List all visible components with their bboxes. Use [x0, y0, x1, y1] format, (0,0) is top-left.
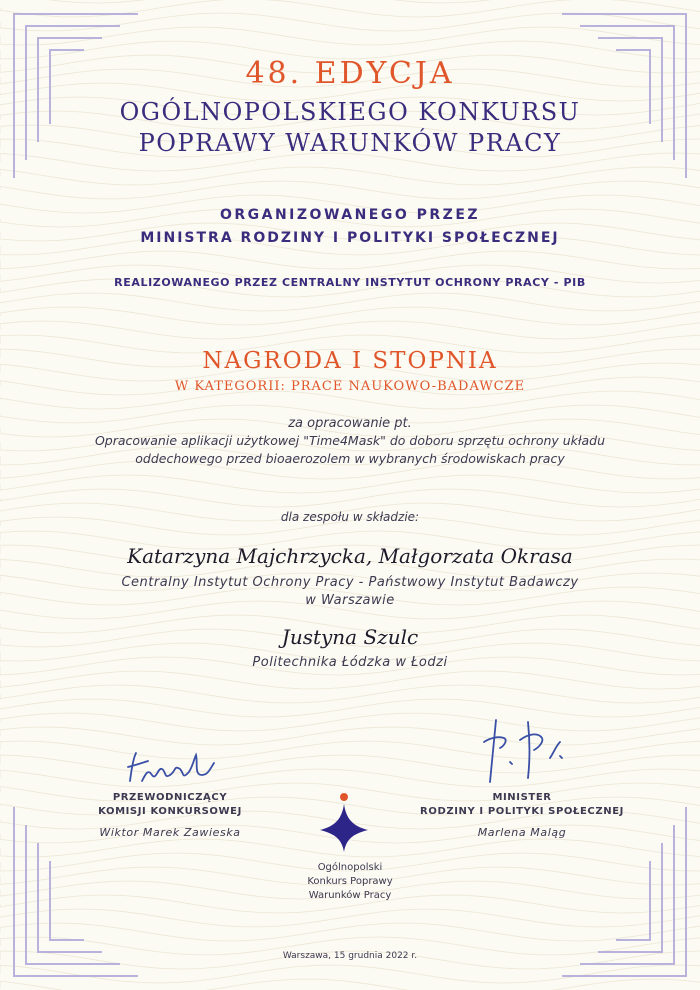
logo-text-line3: Warunków Pracy: [308, 890, 392, 901]
award-title: NAGRODA I STOPNIA: [202, 348, 498, 374]
logo-text-line1: Ogólnopolski: [317, 862, 383, 873]
chairman-role-line1: PRZEWODNICZĄCY: [112, 792, 228, 803]
minister-signature: [480, 712, 580, 787]
chairman-signature: [122, 745, 222, 790]
implementer-line: REALIZOWANEGO PRZEZ CENTRALNY INSTYTUT OCHRONY PRACY - PIB: [114, 276, 586, 289]
team-institution-line1: Centralny Instytut Ochrony Pracy - Państwowy Instytut Badawczy: [121, 575, 579, 590]
chairman-role-line2: KOMISJI KONKURSOWEJ: [98, 806, 242, 817]
contest-title-line2: POPRAWY WARUNKÓW PRACY: [138, 129, 562, 157]
team-institution-group2: Politechnika Łódzka w Łodzi: [252, 655, 448, 670]
logo-text-line2: Konkurs Poprawy: [307, 876, 393, 887]
place-date: Warszawa, 15 grudnia 2022 r.: [282, 951, 418, 961]
work-intro: za opracowanie pt.: [288, 416, 412, 431]
team-name-group2: Justyna Szulc: [281, 625, 419, 649]
contest-title-line1: OGÓLNOPOLSKIEGO KONKURSU: [119, 98, 581, 126]
organizer-line1: ORGANIZOWANEGO PRZEZ: [219, 207, 481, 223]
minister-role-line1: MINISTER: [492, 792, 552, 803]
organizer-line2: MINISTRA RODZINY I POLITYKI SPOŁECZNEJ: [140, 230, 560, 246]
team-institution-line2: w Warszawie: [305, 593, 395, 608]
minister-role-line2: RODZINY I POLITYKI SPOŁECZNEJ: [420, 806, 624, 817]
edition-heading: 48. EDYCJA: [245, 56, 455, 91]
minister-name: Marlena Maląg: [477, 826, 567, 839]
contest-star-logo: [312, 790, 376, 854]
team-intro: dla zespołu w składzie:: [280, 510, 420, 524]
work-title-line1: Opracowanie aplikacji użytkowej "Time4Mask" do doboru sprzętu ochrony układu: [94, 433, 606, 448]
award-category: W KATEGORII: PRACE NAUKOWO-BADAWCZE: [174, 379, 526, 394]
work-title-line2: oddechowego przed bioaerozolem w wybranych środowiskach pracy: [135, 451, 565, 466]
chairman-name: Wiktor Marek Zawieska: [99, 826, 241, 839]
team-names-group1: Katarzyna Majchrzycka, Małgorzata Okrasa: [127, 544, 573, 568]
